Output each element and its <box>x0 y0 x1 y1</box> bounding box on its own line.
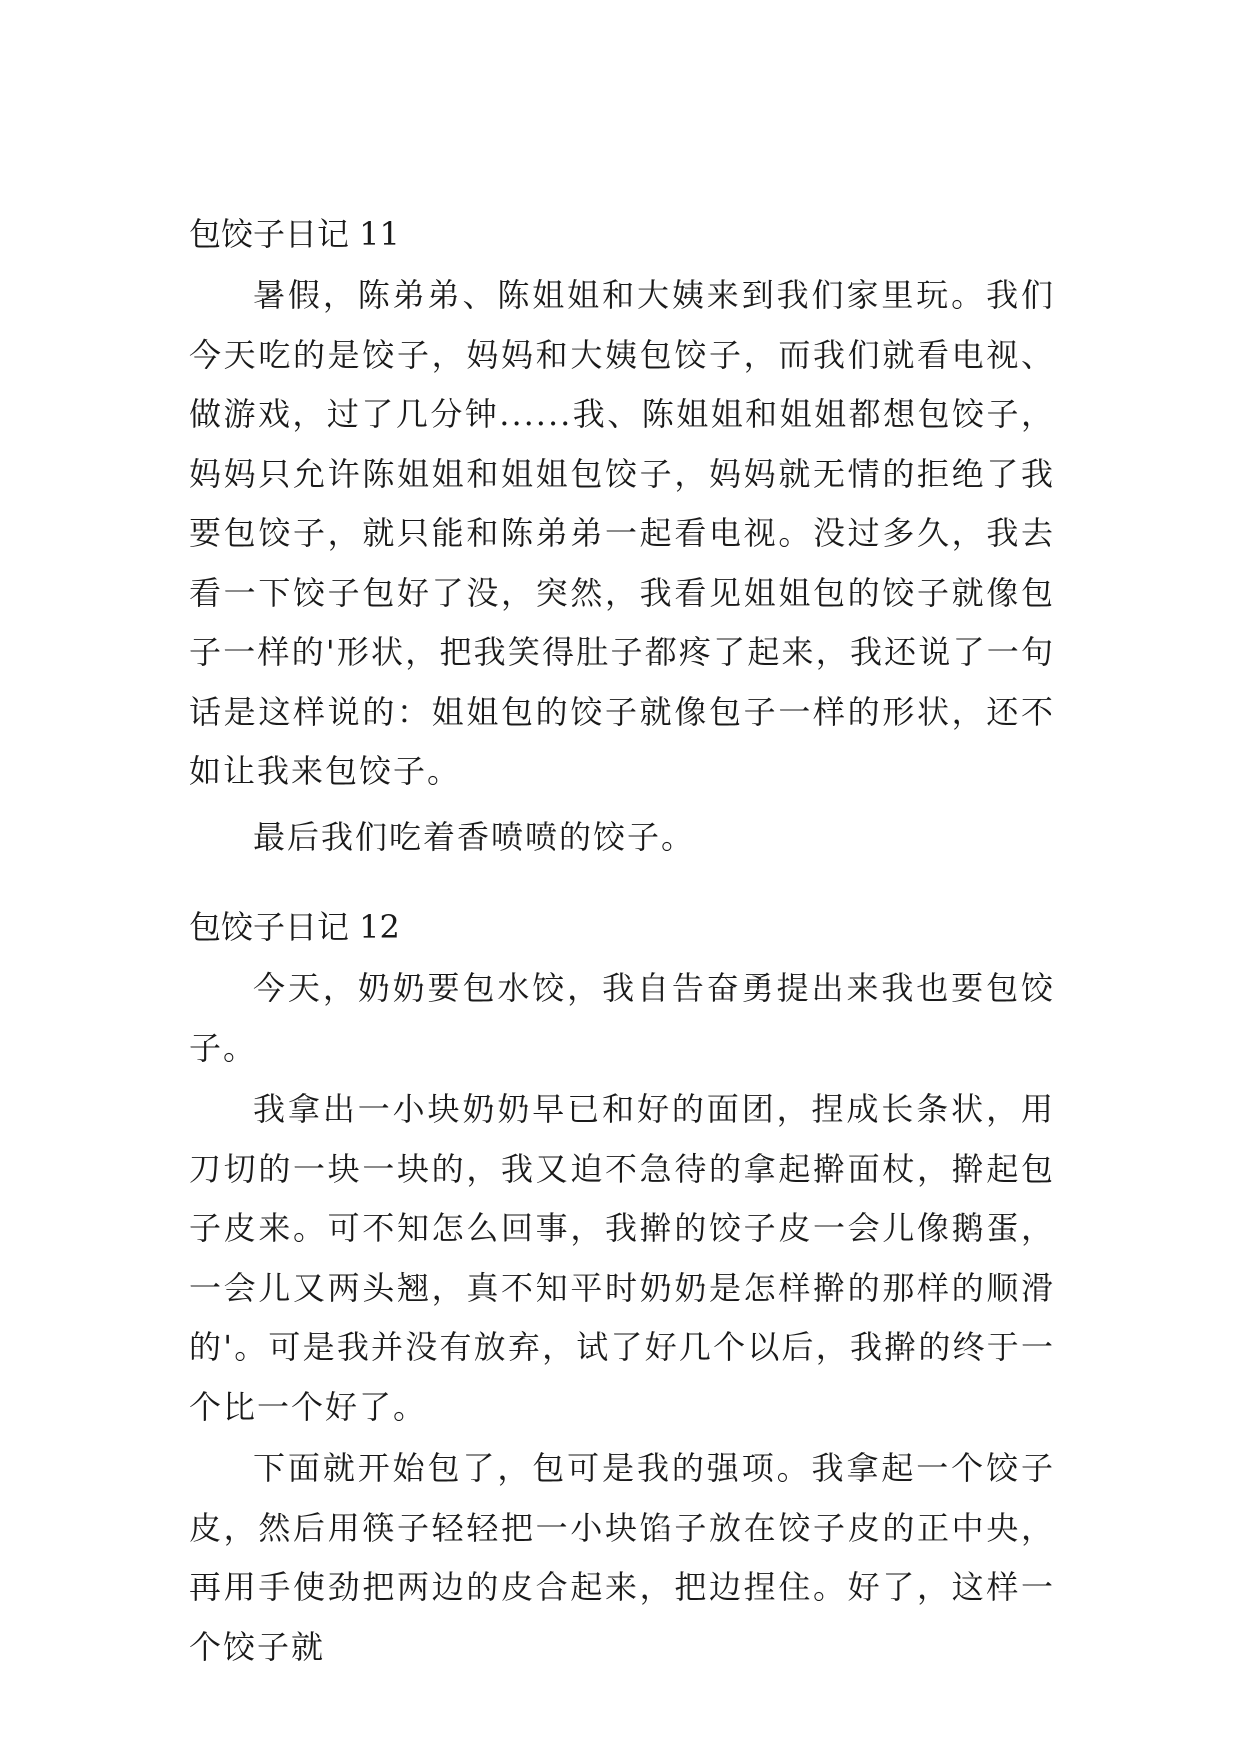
document-page <box>189 214 1055 1677</box>
entry-paragraph: 下面就开始包了，包可是我的强项。我拿起一个饺子皮，然后用筷子轻轻把一小块馅子放在饺子皮的正中央，再用手使劲把两边的皮合起来，把边捏住。好了，这样一个饺子就 <box>189 1449 1055 1666</box>
entry-paragraph: 最后我们吃着香喷喷的饺子。 <box>253 817 696 856</box>
entry-paragraph: 暑假，陈弟弟、陈姐姐和大姨来到我们家里玩。我们今天吃的是饺子，妈妈和大姨包饺子，而我们就看电视、做游戏，过了几分钟......我、陈姐姐和姐姐都想包饺子，妈妈只允许陈姐姐和姐姐包饺子，妈妈就无情的拒绝了我要包饺子，就只能和陈弟弟一起看电视。没过多久，我去看一下饺子包好了没，突然，我看见姐姐包的饺子就像包子一样的'形状，把我笑得肚子都疼了起来，我还说了一句话是这样说的：姐姐包的饺子就像包子一样的形状，还不如让我来包饺子。 <box>189 276 1055 790</box>
entry-paragraph: 我拿出一小块奶奶早已和好的面团，捏成长条状，用刀切的一块一块的，我又迫不急待的拿起擀面杖，擀起包子皮来。可不知怎么回事，我擀的饺子皮一会儿像鹅蛋，一会儿又两头翘，真不知平时奶奶是怎样擀的那样的顺滑的'。可是我并没有放弃，试了好几个以后，我擀的终于一个比一个好了。 <box>189 1090 1055 1426</box>
entry-paragraph: 今天，奶奶要包水饺，我自告奋勇提出来我也要包饺子。 <box>189 969 1055 1067</box>
diary-entry-11 <box>189 214 1055 867</box>
entry-title: 包饺子日记 12 <box>189 908 400 946</box>
diary-entry-12 <box>189 907 1055 1677</box>
entry-title: 包饺子日记 11 <box>189 215 400 253</box>
